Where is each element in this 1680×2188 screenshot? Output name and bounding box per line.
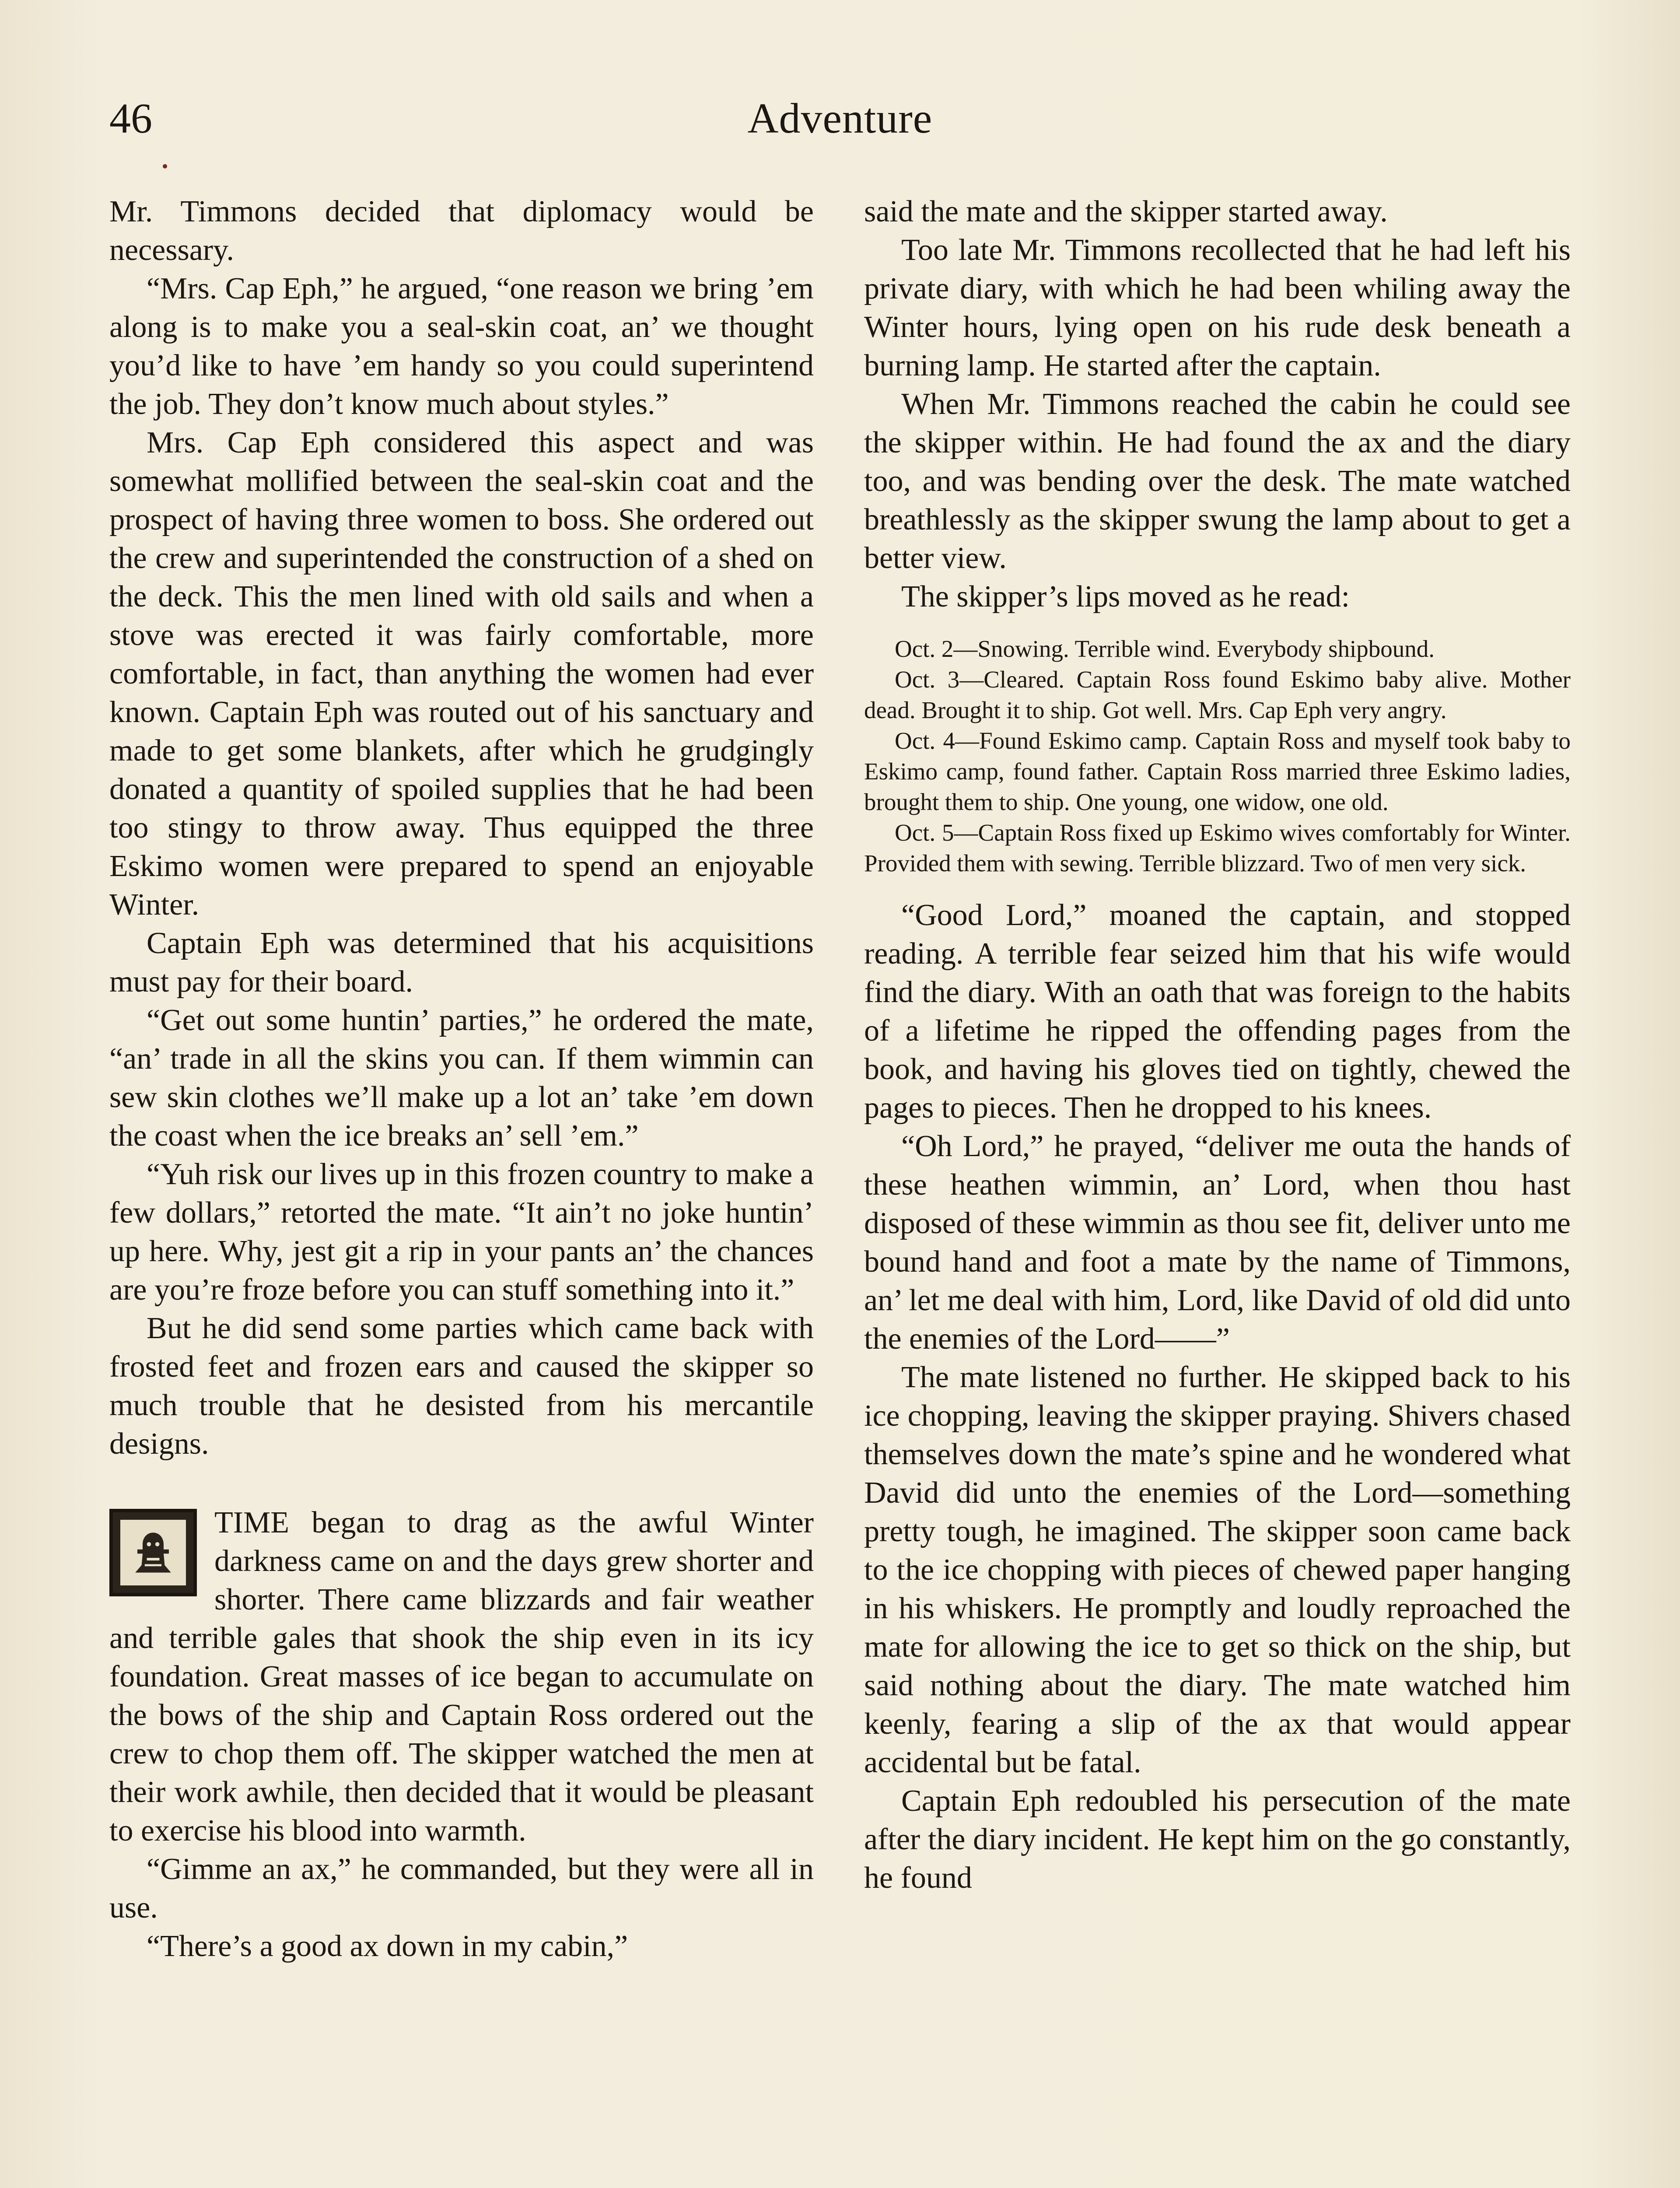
paragraph: “Gimme an ax,” he commanded, but they were all in use. [109,1852,814,1925]
paragraph: “Get out some huntin’ parties,” he ordered the mate, “an’ trade in all the skins you can. If them wimmin can sew skin clothes we’ll make up a lot an’ take ’em down the coast when the ice breaks an’ sell ’em.” [109,1003,814,1153]
paragraph: said the mate and the skipper started away. [864,195,1388,228]
page-header [109,94,1571,147]
paragraph: When Mr. Timmons reached the cabin he could see the skipper within. He had found the ax and the diary too, and was bending over the desk. The mate watched breathlessly as the skipper swung the lamp about to get a better view. [864,387,1571,575]
section-two [109,1504,814,1966]
paragraph: “Good Lord,” moaned the captain, and stopped reading. A terrible fear seized him that his wife would find the diary. With an oath that was foreign to the habits of a lifetime he ripped the offending pages from the book, and having his gloves tied on tightly, chewed the pages to pieces. Then he dropped to his knees. [864,898,1571,1125]
paragraph: The skipper’s lips moved as he read: [901,580,1350,614]
running-title: Adventure [747,95,933,142]
paragraph: But he did send some parties which came back with frosted feet and frozen ears and caused the skipper so much trouble that he desisted from his mercantile designs. [109,1311,814,1461]
section-break [109,1463,814,1504]
left-column [109,193,814,1966]
paragraph: Mr. Timmons decided that diplomacy would be necessary. [109,195,814,267]
paragraph: Captain Eph was determined that his acquisitions must pay for their board. [109,926,814,999]
paragraph: TIME began to drag as the awful Winter darkness came on and the days grew shorter and shorter. There came blizzards and fair weather and terrible gales that shook the ship even in its icy foundation. Great masses of ice began to accumulate on the bows of the ship and Captain Ross ordered out the crew to chop them off. The skipper watched the men at their work awhile, then decided that it would be pleasant to exercise his blood into warmth. [109,1506,814,1848]
diary-entry: Oct. 5—Captain Ross fixed up Eskimo wives comfortably for Winter. Provided them with sewing. Terrible blizzard. Two of men very sick. [864,819,1571,877]
paragraph: “Yuh risk our lives up in this frozen country to make a few dollars,” retorted the mate. “It ain’t no joke huntin’ up here. Why, jest git a rip in your pants an’ the chances are you’re froze before you can stuff something into it.” [109,1157,814,1307]
paragraph: The mate listened no further. He skipped back to his ice chopping, leaving the skipper praying. Shivers chased themselves down the mate’s spine and he wondered what David did unto the enemies of the Lord—something pretty tough, he imagined. The skipper soon came back to the ice chopping with pieces of chewed paper hanging in his whiskers. He promptly and loudly reproached the mate for allowing the ice to get so thick on the ship, but said nothing about the diary. The mate watched him keenly, fearing a slip of the ax that would appear accidental but be fatal. [864,1360,1571,1779]
diary-excerpt [864,634,1571,879]
diary-entry: Oct. 2—Snowing. Terrible wind. Everybody shipbound. [895,635,1435,662]
paragraph: Mrs. Cap Eph considered this aspect and was somewhat mollified between the seal-skin coat and the prospect of having three women to boss. She ordered out the crew and superintended the construction of a shed on the deck. This the men lined with old sails and when a stove was erected it was fairly comfortable, more comfortable, in fact, than anything the women had ever known. Captain Eph was routed out of his sanctuary and made to get some blankets, after which he grudgingly donated a quantity of spoiled supplies that he had been too stingy to throw away. Thus equipped the three Eskimo women were prepared to spend an enjoyable Winter. [109,426,814,922]
paragraph: “Oh Lord,” he prayed, “deliver me outa the hands of these heathen wimmin, an’ Lord, when thou hast disposed of these wimmin as thou see fit, deliver unto me bound hand and foot a mate by the name of Timmons, an’ let me deal with him, Lord, like David of old did unto the enemies of the Lord——” [864,1129,1571,1356]
diary-entry: Oct. 4—Found Eskimo camp. Captain Ross and myself took baby to Eskimo camp, found father. Captain Ross married three Eskimo ladies, brought them to ship. One young, one widow, one old. [864,727,1571,815]
paragraph: “Mrs. Cap Eph,” he argued, “one reason we bring ’em along is to make you a seal-skin coat, an’ we thought you’d like to have ’em handy so you could superintend the job. They don’t know much about styles.” [109,272,814,421]
paragraph: “There’s a good ax down in my cabin,” [147,1929,628,1963]
right-column [864,193,1571,1897]
paragraph: Captain Eph redoubled his persecution of the mate after the diary incident. He kept him on the go constantly, he found [864,1784,1571,1895]
decorative-initial-ornament-icon [109,1509,197,1596]
page-number: 46 [109,95,152,142]
paragraph: Too late Mr. Timmons recollected that he had left his private diary, with which he had been whiling away the Winter hours, lying open on his rude desk beneath a burning lamp. He started after the captain. [864,233,1571,382]
diary-entry: Oct. 3—Cleared. Captain Ross found Eskimo baby alive. Mother dead. Brought it to ship. Got well. Mrs. Cap Eph very angry. [864,666,1571,723]
ink-speck [163,164,167,168]
